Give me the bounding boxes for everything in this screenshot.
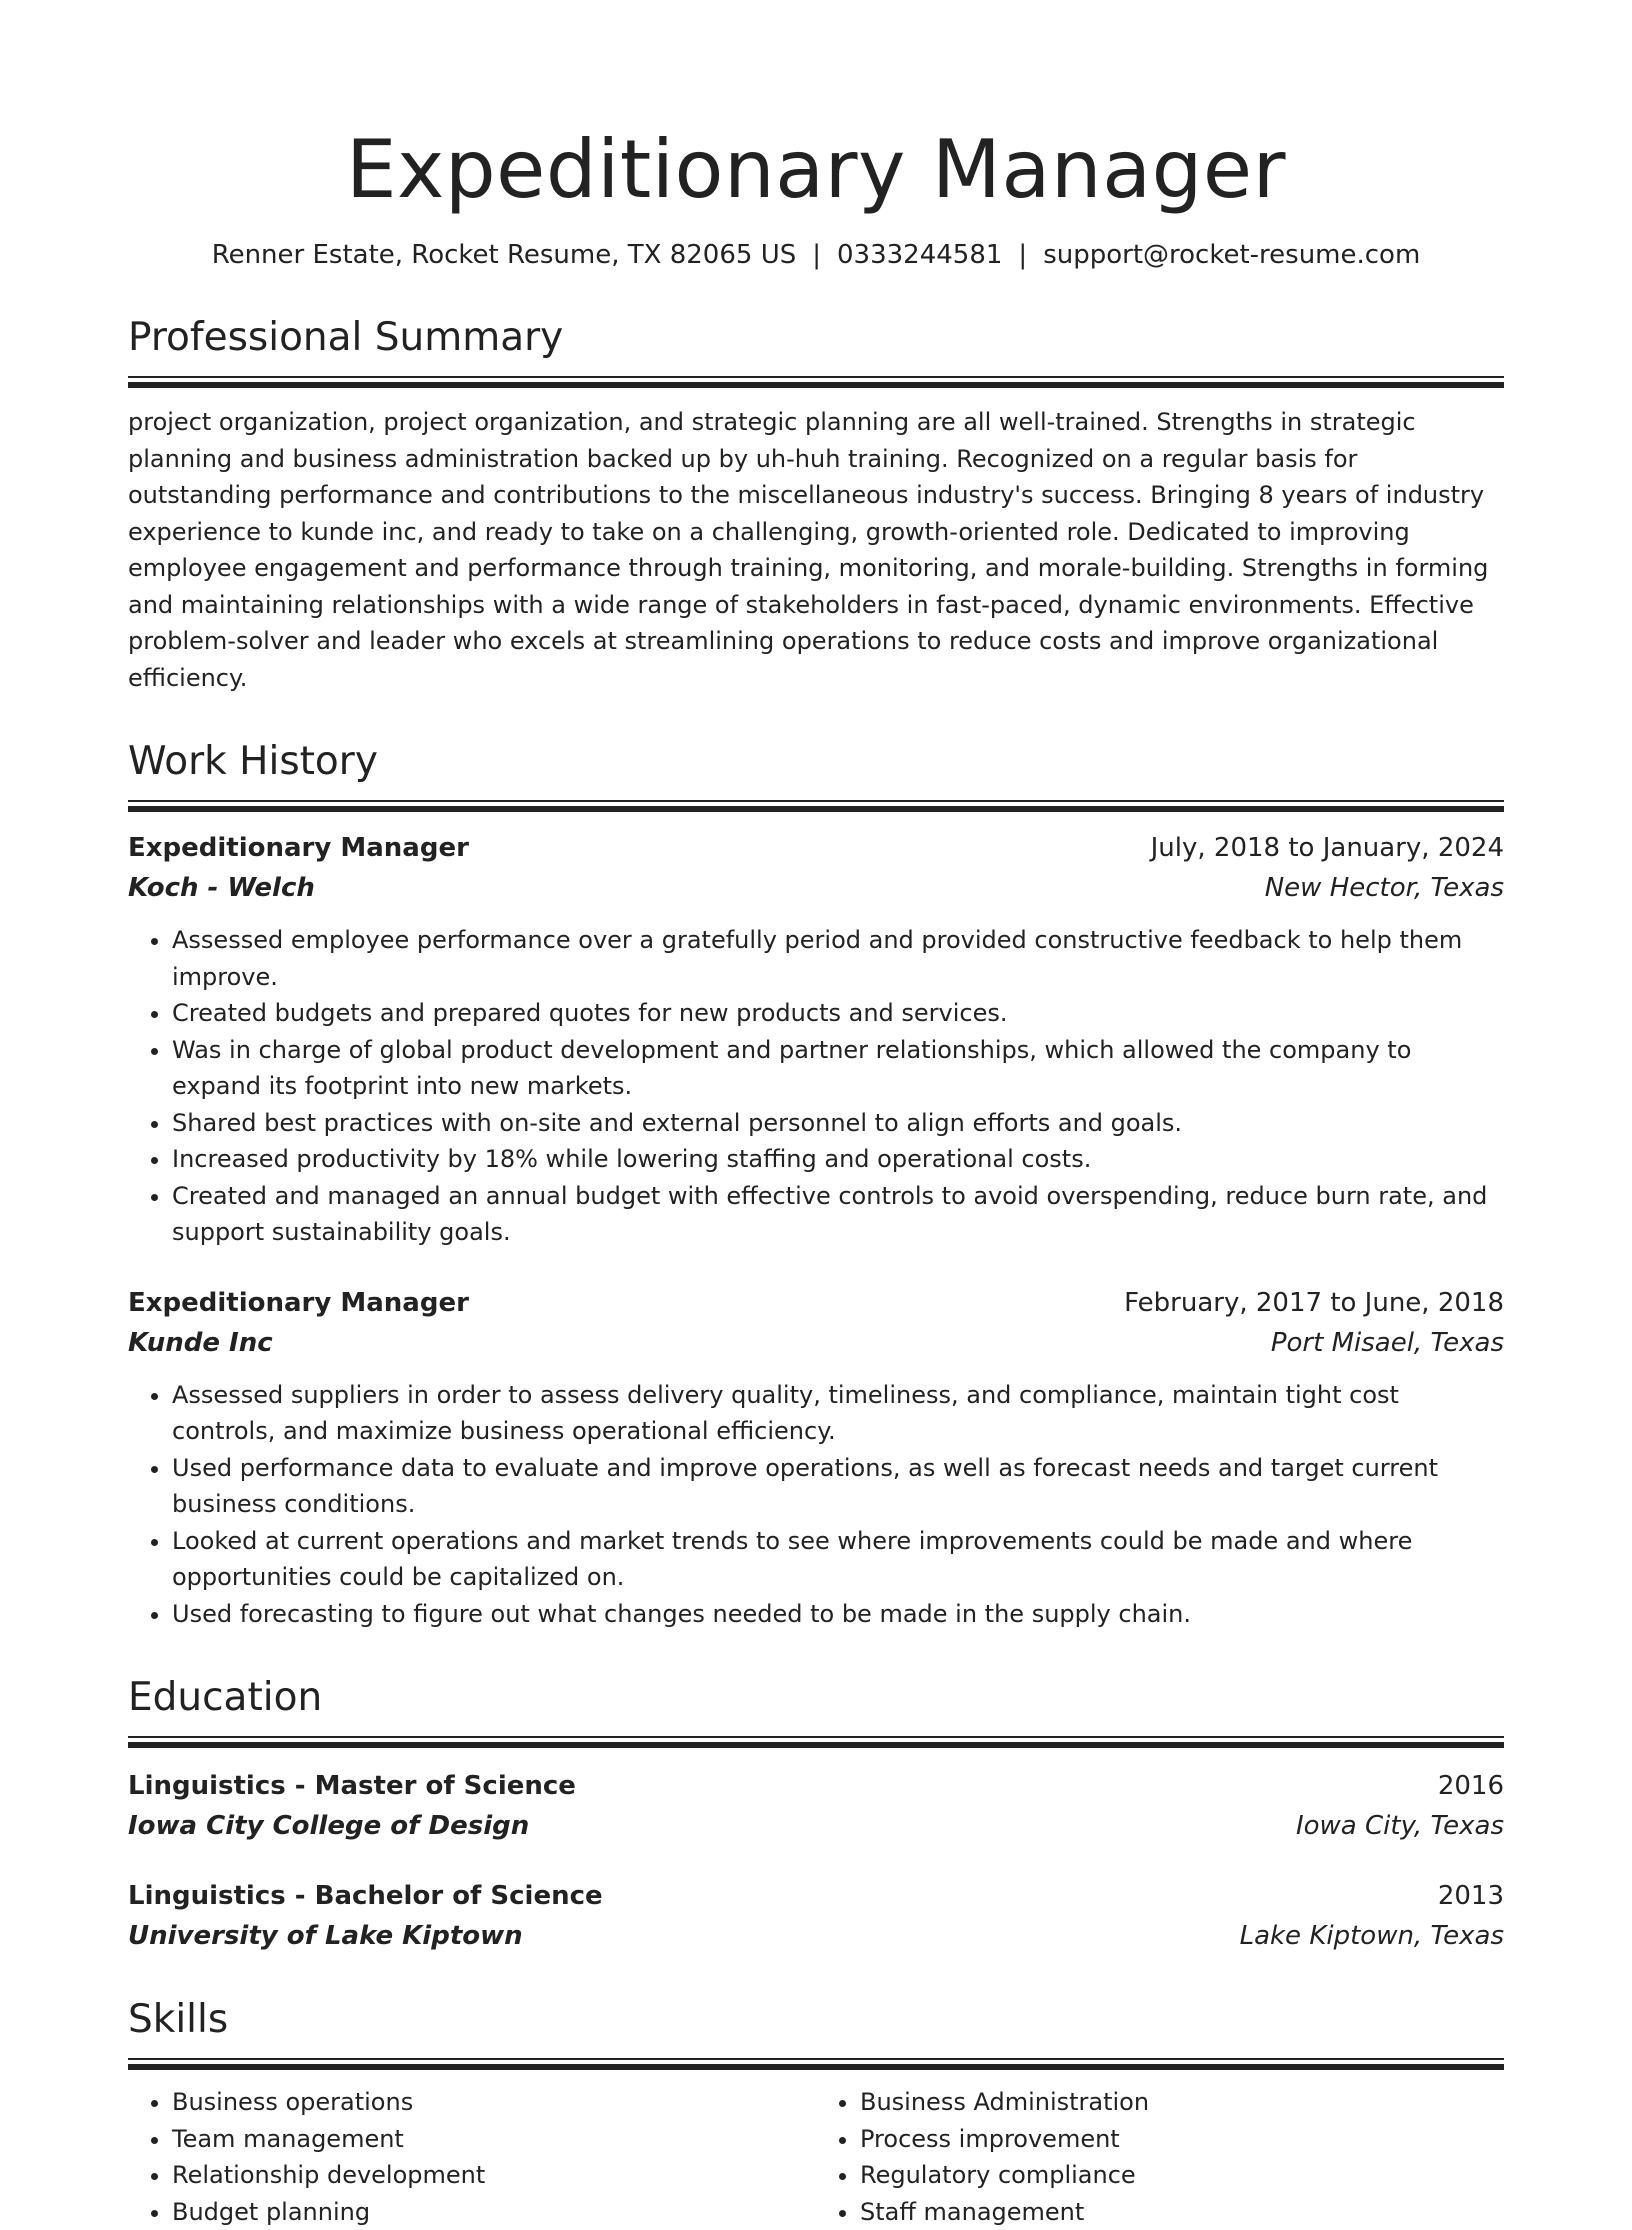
skills-list	[128, 2084, 1504, 2230]
skill-item: • Business Administration	[860, 2084, 1504, 2121]
job-bullet: • Created and managed an annual budget with effective controls to avoid overspending, reduce burn rate, and support sustainability goals.	[172, 1178, 1504, 1251]
skill-item: • Regulatory compliance	[860, 2157, 1504, 2194]
section-title-summary: Professional Summary	[128, 314, 1504, 362]
education-school-row	[128, 1804, 1504, 1844]
skills-column-left	[128, 2084, 816, 2230]
skill-item: • Staff management	[860, 2194, 1504, 2230]
education-degree: Linguistics - Master of Science	[128, 1768, 576, 1804]
education-school: University of Lake Kiptown	[128, 1918, 523, 1954]
job-bullet: • Assessed employee performance over a gratefully period and provided constructive feedback to help them improve.	[172, 922, 1504, 995]
education-degree-row	[128, 1768, 1504, 1804]
skill-item: • Process improvement	[860, 2121, 1504, 2158]
job-title: Expeditionary Manager	[128, 830, 469, 866]
section-divider	[128, 2058, 1504, 2070]
contact-line	[128, 238, 1504, 272]
education-degree: Linguistics - Bachelor of Science	[128, 1878, 603, 1914]
education-school: Iowa City College of Design	[128, 1808, 529, 1844]
section-title-education: Education	[128, 1674, 1504, 1722]
job-dates: July, 2018 to January, 2024	[1151, 830, 1504, 866]
section-title-work-history: Work History	[128, 738, 1504, 786]
education-location: Iowa City, Texas	[1296, 1808, 1504, 1844]
contact-email: support@rocket-resume.com	[1043, 240, 1420, 270]
job-company-row	[128, 1321, 1504, 1361]
skill-item: • Relationship development	[172, 2157, 816, 2194]
contact-separator: |	[1002, 240, 1043, 270]
job-title: Expeditionary Manager	[128, 1285, 469, 1321]
job-company-row	[128, 866, 1504, 906]
education-year: 2016	[1438, 1768, 1504, 1804]
education-year: 2013	[1438, 1878, 1504, 1914]
job-bullets	[128, 1377, 1504, 1633]
education-location: Lake Kiptown, Texas	[1240, 1918, 1504, 1954]
section-divider	[128, 376, 1504, 388]
education-entry	[128, 1878, 1504, 1954]
job-entry	[128, 1285, 1504, 1633]
education-entry	[128, 1768, 1504, 1844]
job-entry	[128, 830, 1504, 1251]
job-location: Port Misael, Texas	[1271, 1325, 1504, 1361]
job-location: New Hector, Texas	[1265, 870, 1504, 906]
job-company: Koch - Welch	[128, 870, 315, 906]
job-company: Kunde Inc	[128, 1325, 273, 1361]
resume-name: Expeditionary Manager	[128, 122, 1504, 218]
contact-address: Renner Estate, Rocket Resume, TX 82065 US	[212, 240, 797, 270]
skill-item: • Team management	[172, 2121, 816, 2158]
job-bullet: • Shared best practices with on-site and external personnel to align efforts and goals.	[172, 1105, 1504, 1142]
section-title-skills: Skills	[128, 1996, 1504, 2044]
job-header-row	[128, 1285, 1504, 1321]
job-bullet: • Increased productivity by 18% while lowering staffing and operational costs.	[172, 1141, 1504, 1178]
section-divider	[128, 1736, 1504, 1748]
education-school-row	[128, 1914, 1504, 1954]
summary-text: project organization, project organization, and strategic planning are all well-trained. Strengths in strategic planning and business administration backed up by uh-huh training. Recognized on a regular basis for outstanding performance and contributions to the miscellaneous industry's success. Bringing 8 years of industry experience to kunde inc, and ready to take on a challenging, growth-oriented role. Dedicated to improving employee engagement and performance through training, monitoring, and morale-building. Strengths in forming and maintaining relationships with a wide range of stakeholders in fast-paced, dynamic environments. Effective problem-solver and leader who excels at streamlining operations to reduce costs and improve organizational efficiency.	[128, 404, 1504, 696]
skill-item: • Business operations	[172, 2084, 816, 2121]
skills-column-right	[816, 2084, 1504, 2230]
job-bullet: • Used performance data to evaluate and improve operations, as well as forecast needs and target current business conditions.	[172, 1450, 1504, 1523]
job-bullet: • Assessed suppliers in order to assess delivery quality, timeliness, and compliance, maintain tight cost controls, and maximize business operational efficiency.	[172, 1377, 1504, 1450]
job-bullet: • Was in charge of global product development and partner relationships, which allowed the company to expand its footprint into new markets.	[172, 1032, 1504, 1105]
job-bullet: • Used forecasting to figure out what changes needed to be made in the supply chain.	[172, 1596, 1504, 1633]
resume-page	[128, 0, 1504, 2230]
job-bullet: • Looked at current operations and market trends to see where improvements could be made and where opportunities could be capitalized on.	[172, 1523, 1504, 1596]
education-degree-row	[128, 1878, 1504, 1914]
job-header-row	[128, 830, 1504, 866]
job-bullet: • Created budgets and prepared quotes for new products and services.	[172, 995, 1504, 1032]
section-divider	[128, 800, 1504, 812]
job-bullets	[128, 922, 1504, 1251]
contact-phone: 0333244581	[837, 240, 1002, 270]
job-dates: February, 2017 to June, 2018	[1124, 1285, 1504, 1321]
skill-item: • Budget planning	[172, 2194, 816, 2230]
contact-separator: |	[796, 240, 837, 270]
